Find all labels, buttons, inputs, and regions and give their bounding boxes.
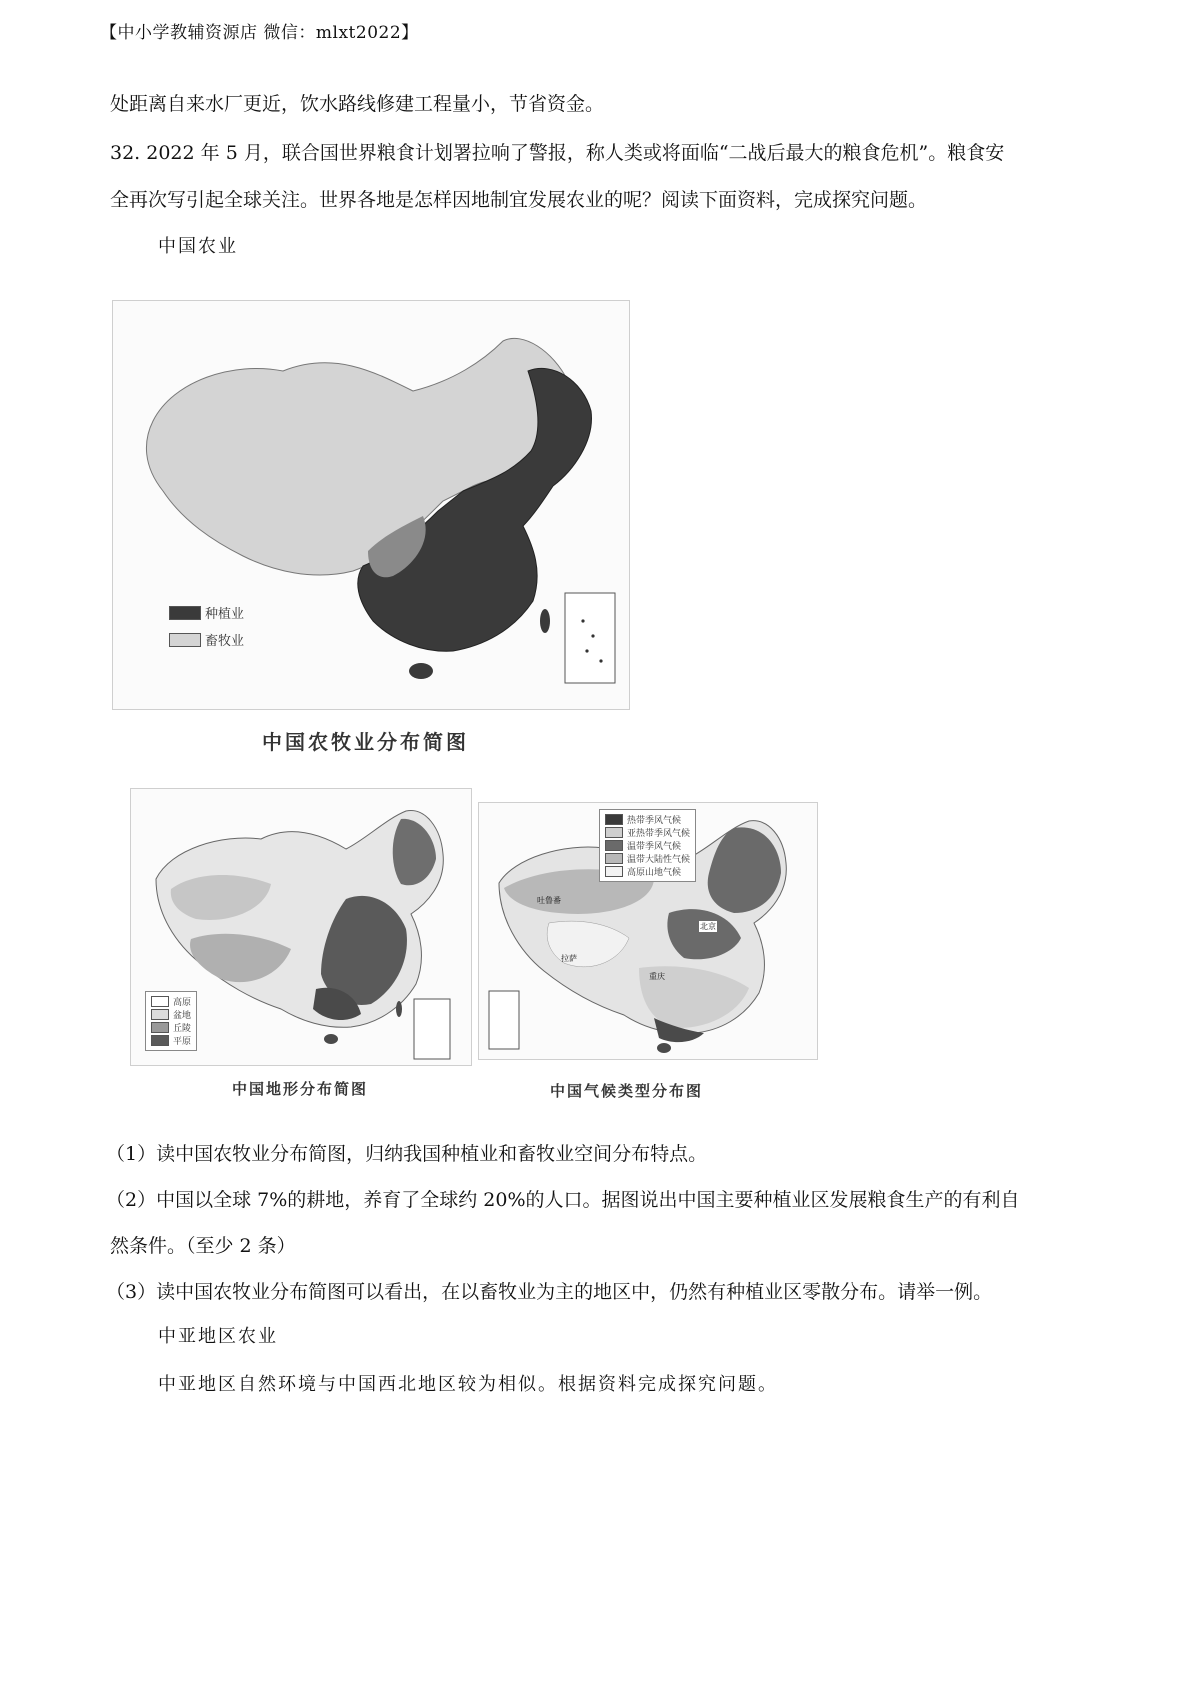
legend-item: [151, 1021, 191, 1034]
map2-caption: 中国地形分布简图: [232, 1080, 369, 1098]
legend-item: [151, 1034, 191, 1047]
sub-question-1: （1）读中国农牧业分布简图，归纳我国种植业和畜牧业空间分布特点。: [106, 1143, 708, 1165]
legend-item: [605, 865, 690, 878]
legend-item: [605, 813, 690, 826]
legend-item: [605, 839, 690, 852]
legend-label: 热带季风气候: [627, 816, 682, 826]
legend-swatch: [151, 1022, 169, 1033]
map3-label-chongqing: 重庆: [649, 972, 665, 981]
legend-label: 丘陵: [173, 1024, 192, 1034]
legend-item: [605, 826, 690, 839]
legend-swatch: [605, 814, 623, 825]
map3-label-lhasa: 拉萨: [561, 954, 577, 963]
map3-label-beijing: 北京: [700, 922, 716, 931]
map-terrain-distribution: [130, 788, 472, 1066]
map3-caption: 中国气候类型分布图: [550, 1082, 704, 1100]
legend-label: 高原: [173, 998, 192, 1008]
question-32-line-2: 全再次写引起全球关注。世界各地是怎样因地制宜发展农业的呢？阅读下面资料，完成探究问题。: [110, 189, 928, 211]
legend-label: 温带大陆性气候: [627, 855, 691, 865]
legend-swatch: [151, 1009, 169, 1020]
section-intro-central-asia: 中亚地区自然环境与中国西北地区较为相似。根据资料完成探究问题。: [158, 1374, 778, 1395]
legend-swatch-light: [169, 633, 201, 647]
map2-legend: [145, 991, 197, 1051]
legend-label: 亚热带季风气候: [627, 829, 691, 839]
map-agriculture-distribution: [112, 300, 630, 710]
map1-legend: [161, 597, 252, 655]
legend-label: 盆地: [173, 1011, 192, 1021]
map-climate-distribution: [478, 802, 818, 1060]
sub-question-2-line-2: 然条件。（至少 2 条）: [110, 1235, 296, 1257]
legend-swatch: [605, 866, 623, 877]
page-header: 【中小学教辅资源店 微信：mlxt2022】: [100, 23, 419, 43]
legend-item: [151, 995, 191, 1008]
map3-legend: [599, 809, 696, 882]
legend-label: 种植业: [205, 607, 245, 622]
sub-question-2-line-1: （2）中国以全球 7%的耕地，养育了全球约 20%的人口。据图说出中国主要种植业区发展粮食生产的有利自: [106, 1189, 1020, 1211]
legend-label: 畜牧业: [205, 634, 245, 649]
legend-label: 温带季风气候: [627, 842, 682, 852]
sub-question-3: （3）读中国农牧业分布简图可以看出，在以畜牧业为主的地区中，仍然有种植业区零散分布。请举一例。: [106, 1281, 993, 1303]
map1-caption: 中国农牧业分布简图: [262, 730, 469, 754]
legend-item-pastoral: [169, 630, 244, 649]
legend-item: [151, 1008, 191, 1021]
section-heading-central-asia-agriculture: 中亚地区农业: [158, 1326, 278, 1347]
legend-item-farming: [169, 603, 244, 622]
map3-label-turpan: 吐鲁番: [537, 896, 561, 905]
legend-label: 平原: [173, 1037, 192, 1047]
legend-swatch: [605, 840, 623, 851]
legend-swatch: [605, 853, 623, 864]
legend-swatch: [151, 1035, 169, 1046]
legend-swatch: [151, 996, 169, 1007]
legend-label: 高原山地气候: [627, 868, 682, 878]
question-32-line-1: 32. 2022 年 5 月，联合国世界粮食计划署拉响了警报，称人类或将面临“二战后最大的粮食危机”。粮食安: [110, 142, 1005, 164]
text-line-1: 处距离自来水厂更近，饮水路线修建工程量小，节省资金。: [110, 93, 605, 115]
legend-swatch: [605, 827, 623, 838]
legend-item: [605, 852, 690, 865]
legend-swatch-dark: [169, 606, 201, 620]
section-heading-china-agriculture: 中国农业: [158, 236, 238, 257]
